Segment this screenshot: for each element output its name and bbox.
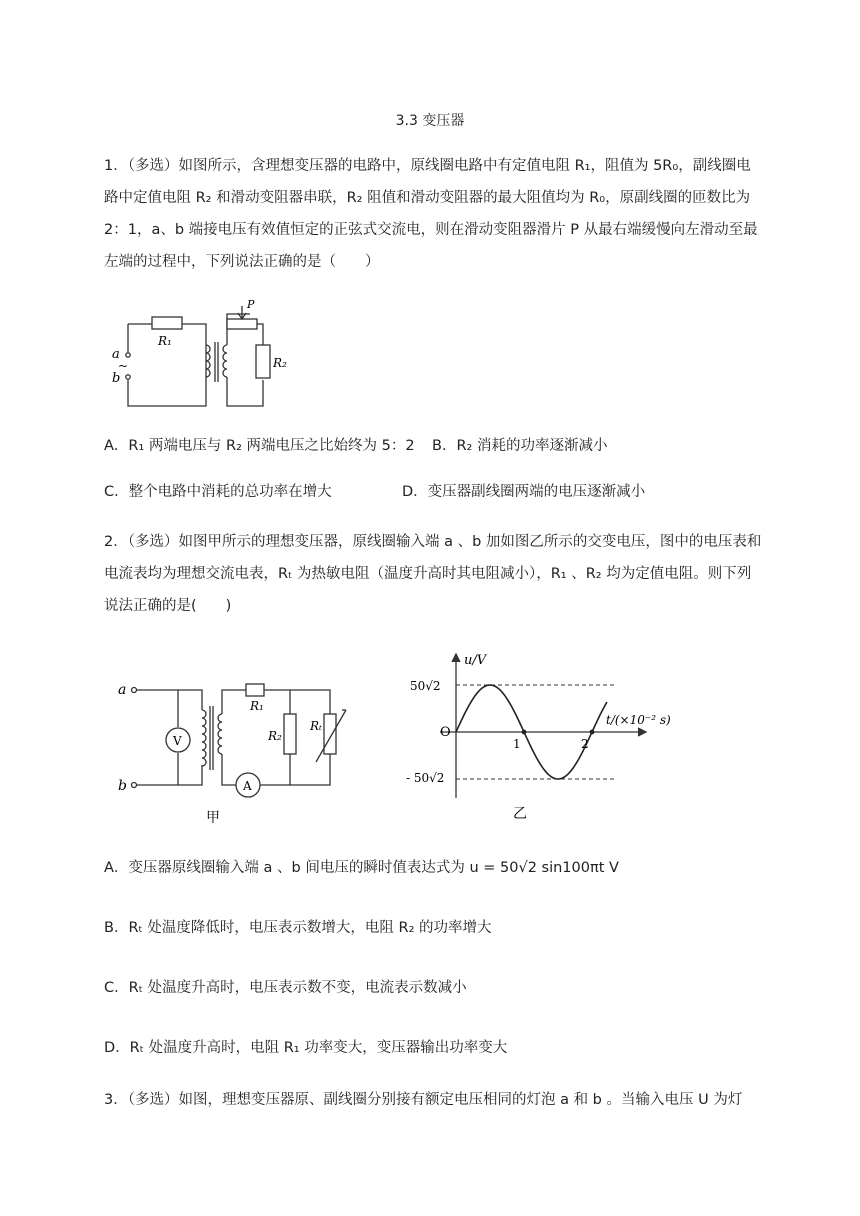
q1-circuit-figure [110, 300, 310, 415]
q1-r2-label: R₂ [273, 356, 287, 370]
q2-option-b: B．Rₜ 处温度降低时，电压表示数增大，电阻 R₂ 的功率增大 [104, 920, 492, 936]
q2-a-label: a [118, 682, 127, 698]
q1-option-d: D．变压器副线圈两端的电压逐渐减小 [402, 484, 646, 500]
q2-option-a: A．变压器原线圈输入端 a 、b 间电压的瞬时值表达式为 u = 50√2 sin100πt V [104, 860, 619, 876]
question-1-text: 1．（多选）如图所示，含理想变压器的电路中，原线圈电路中有定值电阻 R₁，阻值为 5R₀，副线圈电路中定值电阻 R₂ 和滑动变阻器串联，R₂ 阻值和滑动变阻器的最大阻值均为 R₀，原副线圈的匝数比为 2：1，a、b 端接电压有效值恒定的正弦式交流电，则在滑动变阻器滑片 P 从最右端缓慢向左滑动至最左端的过程中，下列说法正确的是（ ） [104, 158, 758, 270]
q1-b-label: b [112, 371, 121, 386]
q2-r1-label: R₁ [250, 699, 264, 713]
x-axis-label: t/(×10⁻² s) [606, 713, 671, 727]
zero-crossing-point [590, 730, 595, 735]
page-title: 3.3 变压器 [395, 113, 465, 129]
q2-b-label: b [118, 778, 127, 794]
q2-circuit-figure [112, 670, 372, 830]
voltmeter-label: V [173, 734, 182, 748]
figure-jia-caption: 甲 [206, 810, 220, 826]
q1-option-a: A．R₁ 两端电压与 R₂ 两端电压之比始终为 5：2 [104, 438, 415, 454]
zero-crossing-point [522, 730, 527, 735]
q2-option-c: C．Rₜ 处温度升高时，电压表示数不变，电流表示数减小 [104, 980, 467, 996]
q1-a-label: a [112, 347, 120, 362]
q2-r2-label: R₂ [268, 729, 282, 743]
y-axis-label: u/V [464, 653, 487, 668]
q1-option-b: B．R₂ 消耗的功率逐渐减小 [432, 438, 608, 454]
q1-p-label: P [247, 300, 255, 311]
ammeter-label: A [243, 779, 252, 793]
q1-r1-label: R₁ [158, 334, 172, 348]
y-tick-bottom: - 50√2 [406, 771, 445, 785]
q1-tilde-label: ~ [118, 359, 129, 373]
q2-rt-label: Rₜ [310, 719, 322, 733]
q2-option-d: D．Rₜ 处温度升高时，电阻 R₁ 功率变大，变压器输出功率变大 [104, 1040, 508, 1056]
question-2-text: 2．（多选）如图甲所示的理想变压器，原线圈输入端 a 、b 加如图乙所示的交变电压，图中的电压表和电流表均为理想交流电表，Rₜ 为热敏电阻（温度升高时其电阻减小），R₁ 、R₂ 均为定值电阻。则下列说法正确的是( ) [104, 534, 762, 614]
voltage-waveform-chart [380, 648, 690, 828]
q1-option-c: C．整个电路中消耗的总功率在增大 [104, 484, 332, 500]
figure-yi-caption: 乙 [513, 806, 527, 822]
y-tick-zero: O [440, 725, 451, 740]
y-tick-top: 50√2 [410, 679, 441, 693]
x-tick-2: 2 [581, 737, 589, 751]
question-3-text: 3．（多选）如图，理想变压器原、副线圈分别接有额定电压相同的灯泡 a 和 b 。当输入电压 U 为灯 [104, 1092, 743, 1108]
x-tick-1: 1 [513, 737, 521, 751]
